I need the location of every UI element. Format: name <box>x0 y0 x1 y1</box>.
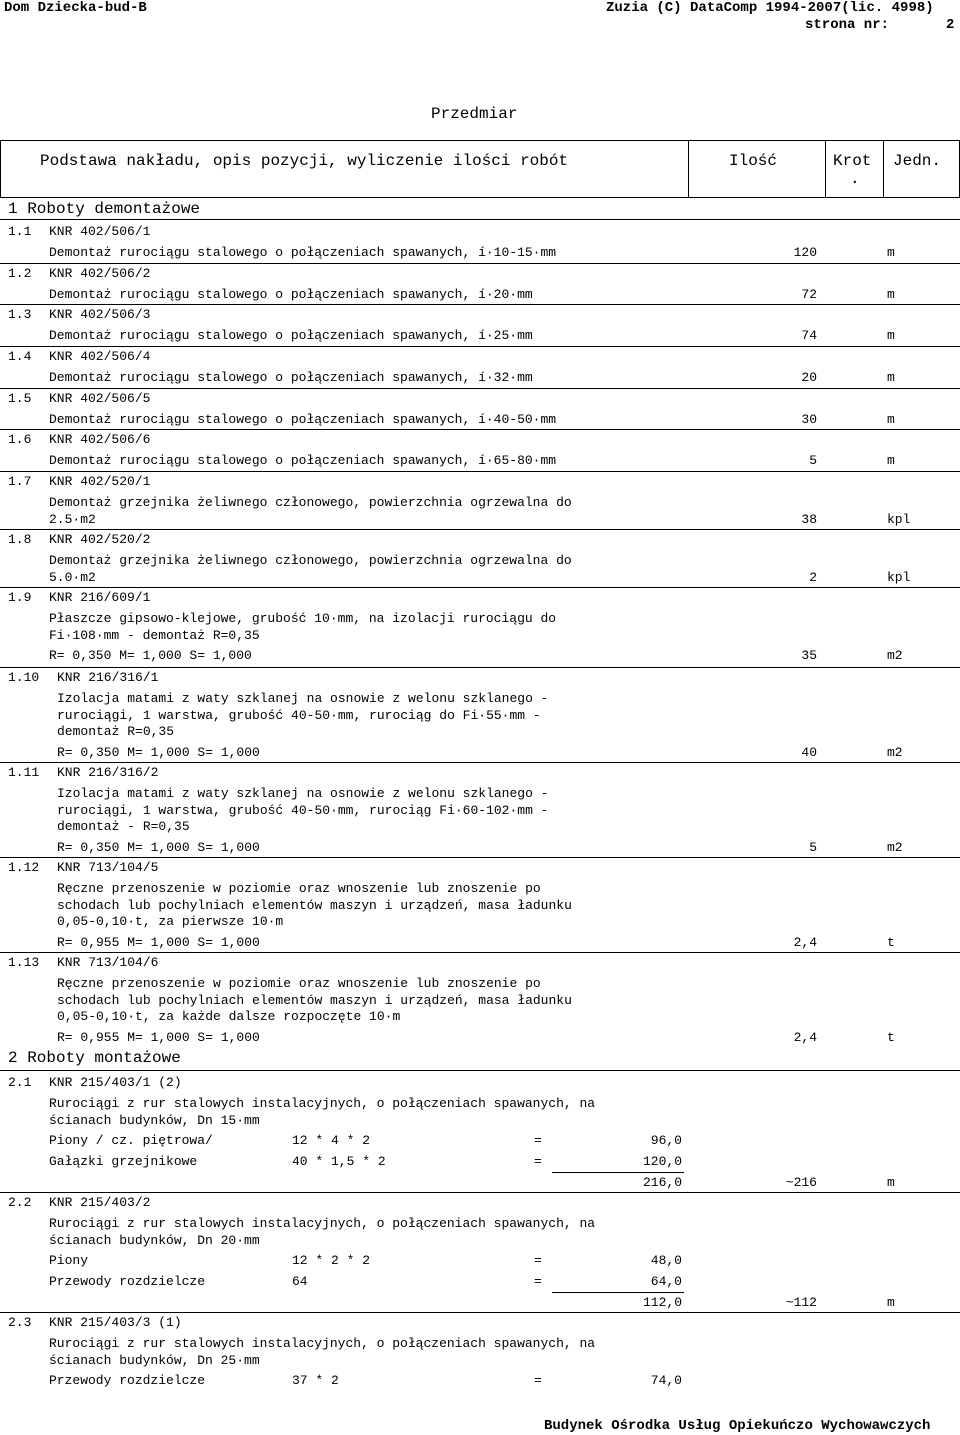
calc-label: Piony <box>49 1253 89 1269</box>
item-factors: R= 0,350 M= 1,000 S= 1,000 <box>57 744 260 760</box>
item-quantity: 5 <box>809 453 817 468</box>
item-description: Ręczne przenoszenie w poziomie oraz wnoszenie lub znoszenie po <box>57 976 541 991</box>
item-unit: m <box>887 245 895 260</box>
item-number: 1.4 <box>8 349 32 364</box>
item-description: Płaszcze gipsowo-klejowe, grubość 10·mm, na izolacji rurociągu do <box>49 611 557 626</box>
item-number: 1.10 <box>8 670 40 685</box>
item-factors: R= 0,350 M= 1,000 S= 1,000 <box>57 839 260 855</box>
item-description: demontaż - R=0,35 <box>57 819 190 835</box>
item-number: 2.3 <box>8 1315 32 1330</box>
calc-expression: 37 * 2 <box>292 1373 339 1389</box>
item-unit: m <box>887 370 895 385</box>
item-unit: m2 <box>887 744 903 760</box>
calc-value: 64,0 <box>650 1274 682 1290</box>
item-quantity: 40 <box>801 744 817 760</box>
item-unit: m2 <box>887 648 903 664</box>
calc-label: Gałązki grzejnikowe <box>49 1154 198 1170</box>
item-factors: R= 0,350 M= 1,000 S= 1,000 <box>49 648 252 664</box>
item-code: KNR 402/506/5 <box>49 391 151 406</box>
calc-expression: 12 * 4 * 2 <box>292 1133 371 1149</box>
item-quantity: 2,4 <box>793 1029 817 1045</box>
item-code: KNR 216/316/1 <box>57 670 159 685</box>
calc-equals: = <box>534 1253 542 1269</box>
item-description: rurociągi, 1 warstwa, grubość 40-50·mm, rurociąg Fi·60-102·mm - <box>57 802 549 818</box>
item-unit: m <box>887 328 895 343</box>
item-description: Rurociągi z rur stalowych instalacyjnych, o połączeniach spawanych, na <box>49 1336 596 1351</box>
item-description: Ręczne przenoszenie w poziomie oraz wnoszenie lub znoszenie po <box>57 881 541 896</box>
item-code: KNR 216/609/1 <box>49 590 151 605</box>
item-number: 1.8 <box>8 532 32 547</box>
item-unit: t <box>887 934 895 950</box>
col-unit-header: Jedn. <box>893 152 942 170</box>
item-description: Demontaż rurociągu stalowego o połączeniach spawanych, í·25·mm <box>49 328 533 343</box>
item-description: Fi·108·mm - demontaż R=0,35 <box>49 627 260 643</box>
item-description: 0,05-0,10·t, za każde dalsze rozpoczęte 10·m <box>57 1009 401 1025</box>
item-description: Rurociągi z rur stalowych instalacyjnych, o połączeniach spawanych, na <box>49 1216 596 1231</box>
item-code: KNR 215/403/3 (1) <box>49 1315 182 1330</box>
col-qty-header: Ilość <box>729 152 778 170</box>
item-quantity: 20 <box>801 370 817 385</box>
item-unit: m2 <box>887 839 903 855</box>
item-quantity: 2 <box>809 569 817 585</box>
section-title: 1 Roboty demontażowe <box>8 200 201 218</box>
item-factors: R= 0,955 M= 1,000 S= 1,000 <box>57 1029 260 1045</box>
calc-label: Przewody rozdzielcze <box>49 1274 206 1290</box>
item-description: Rurociągi z rur stalowych instalacyjnych, o połączeniach spawanych, na <box>49 1096 596 1111</box>
item-number: 1.11 <box>8 765 40 780</box>
item-description: Demontaż rurociągu stalowego o połączeniach spawanych, í·65-80·mm <box>49 453 557 468</box>
item-number: 2.2 <box>8 1195 32 1210</box>
header-left: Dom Dziecka-bud-B <box>4 0 147 16</box>
item-unit: t <box>887 1029 895 1045</box>
item-code: KNR 215/403/2 <box>49 1195 151 1210</box>
calc-value: 74,0 <box>650 1373 682 1389</box>
item-description: ścianach budynków, Dn 15·mm <box>49 1112 260 1128</box>
item-unit: kpl <box>887 569 911 585</box>
item-unit: m <box>887 1175 895 1191</box>
item-unit: m <box>887 412 895 427</box>
item-description: ścianach budynków, Dn 20·mm <box>49 1232 260 1248</box>
calc-sum: 112,0 <box>642 1295 682 1311</box>
item-quantity: 120 <box>793 245 817 260</box>
item-number: 2.1 <box>8 1075 32 1090</box>
item-description: Demontaż grzejnika żeliwnego członowego, powierzchnia ogrzewalna do <box>49 495 572 510</box>
calc-expression: 12 * 2 * 2 <box>292 1253 371 1269</box>
calc-equals: = <box>534 1154 542 1170</box>
calc-equals: = <box>534 1133 542 1149</box>
calc-value: 48,0 <box>650 1253 682 1269</box>
item-code: KNR 713/104/5 <box>57 860 159 875</box>
item-description: ścianach budynków, Dn 25·mm <box>49 1352 260 1368</box>
item-quantity: 72 <box>801 287 817 302</box>
item-description: Izolacja matami z waty szklanej na osnowie z welonu szklanego - <box>57 786 549 801</box>
item-quantity: 5 <box>809 839 817 855</box>
item-quantity: ~112 <box>785 1295 817 1311</box>
item-number: 1.7 <box>8 474 32 489</box>
item-number: 1.12 <box>8 860 40 875</box>
calc-label: Piony / cz. piętrowa/ <box>49 1133 213 1149</box>
item-description: Demontaż rurociągu stalowego o połączeniach spawanych, í·10-15·mm <box>49 245 557 260</box>
item-code: KNR 402/506/4 <box>49 349 151 364</box>
item-code: KNR 402/506/1 <box>49 224 151 239</box>
item-code: KNR 215/403/1 (2) <box>49 1075 182 1090</box>
item-number: 1.1 <box>8 224 32 239</box>
calc-sum: 216,0 <box>642 1175 682 1191</box>
item-number: 1.5 <box>8 391 32 406</box>
item-number: 1.13 <box>8 955 40 970</box>
page-label: strona nr: <box>805 17 890 33</box>
item-description: 2.5·m2 <box>49 511 96 527</box>
item-number: 1.6 <box>8 432 32 447</box>
item-code: KNR 402/520/2 <box>49 532 151 547</box>
item-unit: m <box>887 1295 895 1311</box>
item-description: 5.0·m2 <box>49 569 96 585</box>
calc-equals: = <box>534 1274 542 1290</box>
calc-equals: = <box>534 1373 542 1389</box>
item-quantity: 35 <box>801 648 817 664</box>
col-krot-header-dot: . <box>850 170 860 188</box>
calc-label: Przewody rozdzielcze <box>49 1373 206 1389</box>
item-description: Demontaż rurociągu stalowego o połączeniach spawanych, í·32·mm <box>49 370 533 385</box>
page-number: 2 <box>946 17 955 33</box>
col-desc-header: Podstawa nakładu, opis pozycji, wyliczenie ilości robót <box>40 152 569 170</box>
item-unit: m <box>887 453 895 468</box>
header-right: Zuzia (C) DataComp 1994-2007(lic. 4998) <box>606 0 934 16</box>
item-description: schodach lub pochylniach elementów maszyn i urządzeń, masa ładunku <box>57 897 572 913</box>
item-quantity: 38 <box>801 511 817 527</box>
item-number: 1.3 <box>8 307 32 322</box>
item-description: demontaż R=0,35 <box>57 724 175 740</box>
item-code: KNR 402/506/6 <box>49 432 151 447</box>
item-code: KNR 402/520/1 <box>49 474 151 489</box>
item-factors: R= 0,955 M= 1,000 S= 1,000 <box>57 934 260 950</box>
item-code: KNR 402/506/3 <box>49 307 151 322</box>
section-title: 2 Roboty montażowe <box>8 1049 181 1067</box>
footer-text: Budynek Ośrodka Usług Opiekuńczo Wychowawczych <box>544 1418 931 1434</box>
col-krot-header: Krot <box>833 152 872 170</box>
item-number: 1.9 <box>8 590 32 605</box>
item-quantity: 30 <box>801 412 817 427</box>
item-description: 0,05-0,10·t, za pierwsze 10·m <box>57 914 284 930</box>
item-description: Demontaż rurociągu stalowego o połączeniach spawanych, í·40-50·mm <box>49 412 557 427</box>
item-description: Izolacja matami z waty szklanej na osnowie z welonu szklanego - <box>57 691 549 706</box>
item-unit: kpl <box>887 511 911 527</box>
calc-expression: 64 <box>292 1274 308 1290</box>
item-unit: m <box>887 287 895 302</box>
item-quantity: ~216 <box>785 1175 817 1191</box>
calc-value: 96,0 <box>650 1133 682 1149</box>
item-quantity: 2,4 <box>793 934 817 950</box>
item-code: KNR 713/104/6 <box>57 955 159 970</box>
item-description: schodach lub pochylniach elementów maszyn i urządzeń, masa ładunku <box>57 992 572 1008</box>
item-description: Demontaż rurociągu stalowego o połączeniach spawanych, í·20·mm <box>49 287 533 302</box>
item-code: KNR 216/316/2 <box>57 765 159 780</box>
calc-expression: 40 * 1,5 * 2 <box>292 1154 386 1170</box>
item-description: rurociągi, 1 warstwa, grubość 40-50·mm, rurociąg do Fi·55·mm - <box>57 707 541 723</box>
page-title: Przedmiar <box>431 105 518 123</box>
calc-value: 120,0 <box>642 1154 682 1170</box>
item-quantity: 74 <box>801 328 817 343</box>
item-description: Demontaż grzejnika żeliwnego członowego, powierzchnia ogrzewalna do <box>49 553 572 568</box>
item-code: KNR 402/506/2 <box>49 266 151 281</box>
item-number: 1.2 <box>8 266 32 281</box>
